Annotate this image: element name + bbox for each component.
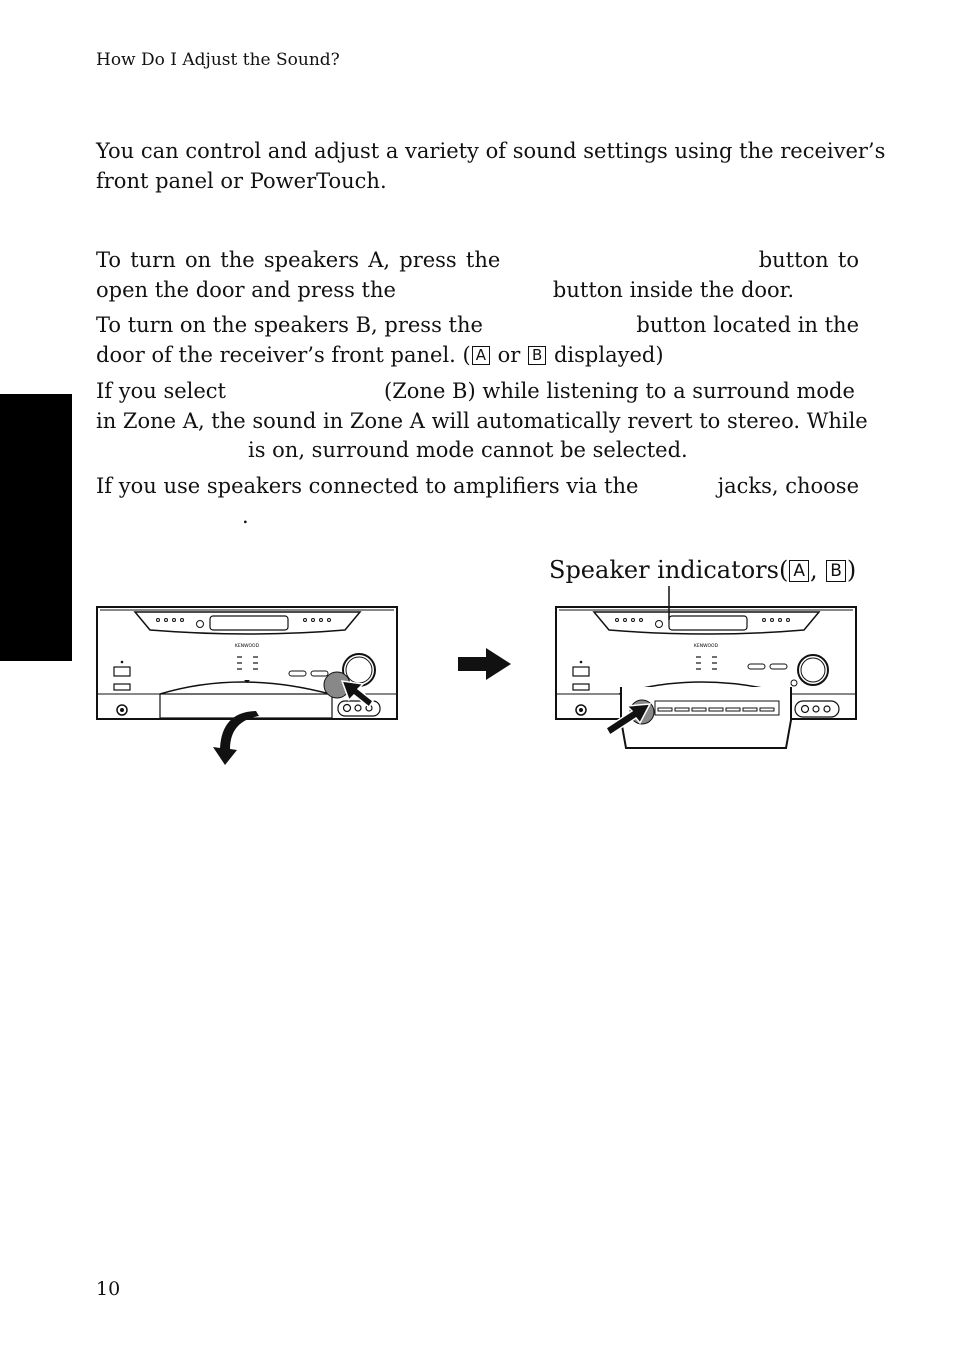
speakers-b-line-1 <box>96 311 859 341</box>
section-tab <box>0 394 72 661</box>
amp-line-2: . <box>242 503 249 528</box>
indicator-b-key: B <box>826 560 846 582</box>
page-number: 10 <box>96 1278 121 1300</box>
zone-line-1 <box>96 377 859 407</box>
intro-line-1: You can control and adjust a variety of sound settings using the receiver’s <box>96 139 886 163</box>
zone-line-3: is on, surround mode cannot be selected. <box>248 438 688 462</box>
speaker-indicators-label <box>549 556 856 584</box>
speakers-a-paragraph <box>96 246 859 305</box>
amp-note-paragraph <box>96 472 859 531</box>
zone-note-paragraph <box>96 377 868 466</box>
word: A, <box>368 248 391 272</box>
speakers-b-paragraph <box>96 311 859 370</box>
standby-led <box>121 661 124 664</box>
omitted-button-name <box>510 246 750 276</box>
text-segment: If you select <box>96 379 226 403</box>
word: To <box>96 248 122 272</box>
display-window <box>669 616 747 630</box>
word: to <box>837 248 859 272</box>
text-segment: To turn on the speakers B, press the <box>96 313 483 337</box>
text-segment: button inside the door. <box>552 277 795 302</box>
word: turn <box>130 248 176 272</box>
text-segment: open the door and press the <box>96 277 396 302</box>
display-window <box>210 616 288 630</box>
intro-line-2: front panel or PowerTouch. <box>96 168 387 193</box>
intro-paragraph <box>96 137 886 196</box>
standby-led <box>580 661 583 664</box>
amp-line-1 <box>96 472 859 502</box>
text-segment: jacks, choose <box>717 474 859 498</box>
receiver-door-open-figure <box>549 586 869 761</box>
power-switch <box>114 684 130 690</box>
word: button <box>758 248 829 272</box>
text-segment: , <box>809 556 826 584</box>
text-segment: door of the receiver’s front panel. ( <box>96 342 471 367</box>
word: the <box>220 248 255 272</box>
word: speakers <box>263 248 360 272</box>
text-segment: ) <box>846 556 857 584</box>
text-segment: button located in the <box>636 313 859 337</box>
text-segment: Speaker indicators( <box>549 556 789 584</box>
indicator-b-key: B <box>528 346 546 365</box>
text-segment: (Zone B) while listening to a surround mode <box>384 379 855 403</box>
speakers-b-line-2 <box>96 341 859 371</box>
power-button <box>573 667 589 676</box>
word: on <box>184 248 212 272</box>
word: press <box>399 248 457 272</box>
text-segment: If you use speakers connected to amplifiers via the <box>96 474 639 498</box>
power-switch <box>573 684 589 690</box>
word: the <box>465 248 501 272</box>
zone-line-2: in Zone A, the sound in Zone A will automatically revert to stereo. While <box>96 408 868 433</box>
power-button <box>114 667 130 676</box>
running-header: How Do I Adjust the Sound? <box>96 50 340 70</box>
brand-logo: KENWOOD <box>693 644 719 649</box>
text-segment: or <box>490 342 528 367</box>
text-segment: displayed) <box>547 342 664 367</box>
next-step-arrow-icon <box>456 646 514 682</box>
indicator-a-key: A <box>789 560 809 582</box>
brand-logo: KENWOOD <box>234 644 260 649</box>
volume-knob-icon <box>798 655 828 685</box>
indicator-a-key: A <box>472 346 490 365</box>
speakers-a-line-2 <box>96 276 859 306</box>
speakers-a-line-1 <box>96 246 859 276</box>
receiver-door-closed-figure <box>90 600 410 770</box>
